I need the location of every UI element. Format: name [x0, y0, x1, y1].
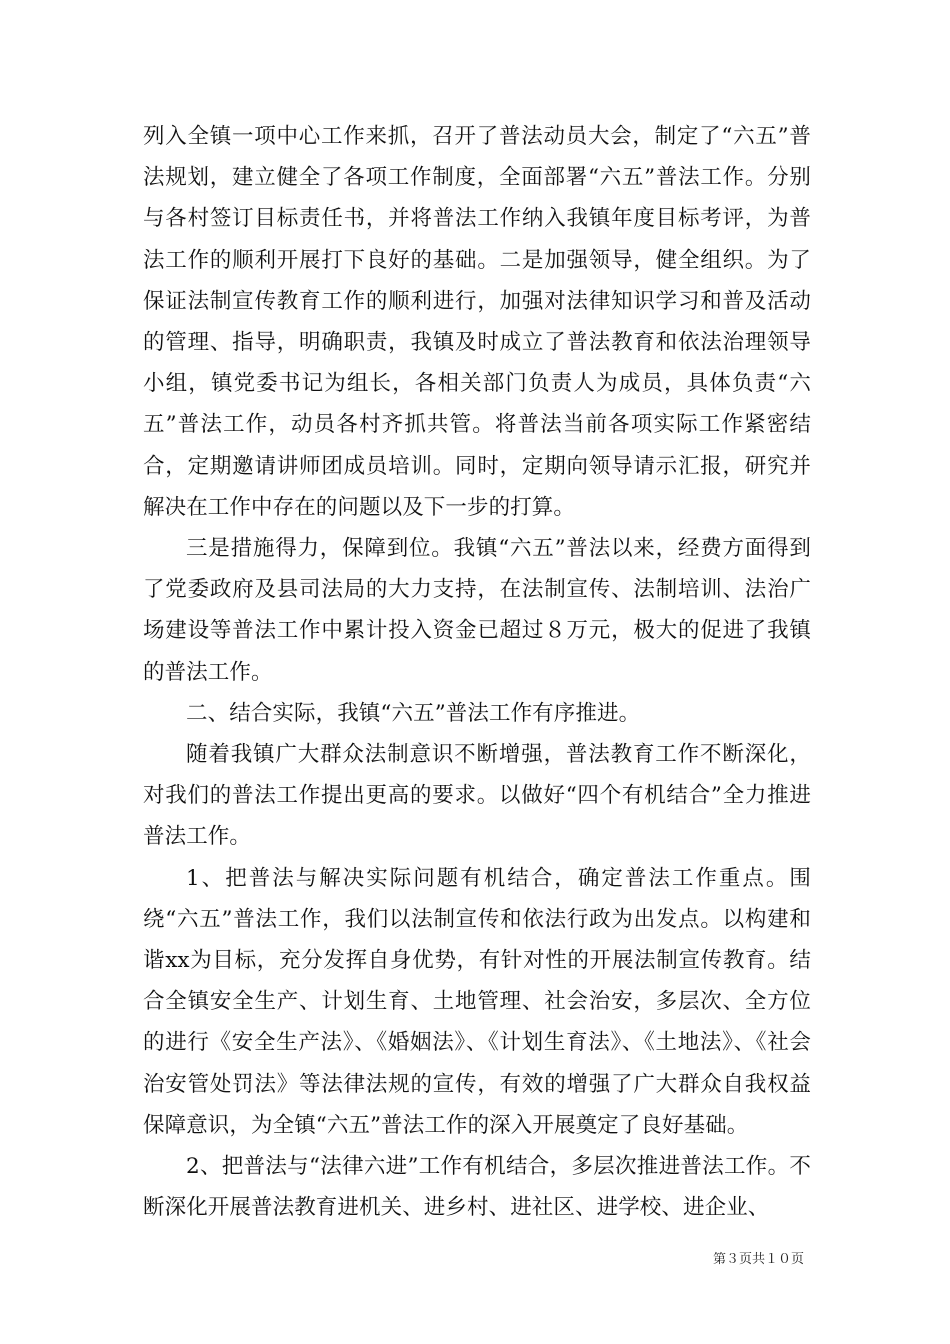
- paragraph-point-1: 1、把普法与解决实际问题有机结合，确定普法工作重点。围绕“六五”普法工作，我们以法制宣传和依法行政为出发点。以构建和谐xx为目标，充分发挥自身优势，有针对性的开展法制宣传教育。结合全镇安全生产、计划生育、土地管理、社会治安，多层次、全方位的进行《安全生产法》、《婚姻法》、《计划生育法》、《土地法》、《社会治安管处罚法》等法律法规的宣传，有效的增强了广大群众自我权益保障意识，为全镇“六五”普法工作的深入开展奠定了良好基础。: [143, 865, 811, 1138]
- paragraph-point-2: 2、把普法与“法律六进”工作有机结合，多层次推进普法工作。不断深化开展普法教育进机关、进乡村、进社区、进学校、进企业、: [143, 1154, 811, 1221]
- page-number: 第３页共１０页: [712, 1252, 804, 1267]
- document-body: [143, 116, 811, 1228]
- paragraph-measures: 三是措施得力，保障到位。我镇“六五”普法以来，经费方面得到了党委政府及县司法局的大力支持，在法制宣传、法制培训、法治广场建设等普法工作中累计投入资金已超过８万元，极大的促进了我镇的普法工作。: [143, 536, 811, 685]
- section-heading-2: 二、结合实际，我镇“六五”普法工作有序推进。: [186, 700, 641, 726]
- paragraph-continuation: 列入全镇一项中心工作来抓，召开了普法动员大会，制定了“六五”普法规划，建立健全了各项工作制度，全面部署“六五”普法工作。分别与各村签订目标责任书，并将普法工作纳入我镇年度目标考评，为普法工作的顺利开展打下良好的基础。二是加强领导，健全组织。为了保证法制宣传教育工作的顺利进行，加强对法律知识学习和普及活动的管理、指导，明确职责，我镇及时成立了普法教育和依法治理领导小组，镇党委书记为组长，各相关部门负责人为成员，具体负责“六五”普法工作，动员各村齐抓共管。将普法当前各项实际工作紧密结合，定期邀请讲师团成员培训。同时，定期向领导请示汇报，研究并解决在工作中存在的问题以及下一步的打算。: [143, 124, 811, 520]
- paragraph-intro: 随着我镇广大群众法制意识不断增强，普法教育工作不断深化，对我们的普法工作提出更高的要求。以做好“四个有机结合”全力推进普法工作。: [143, 742, 811, 850]
